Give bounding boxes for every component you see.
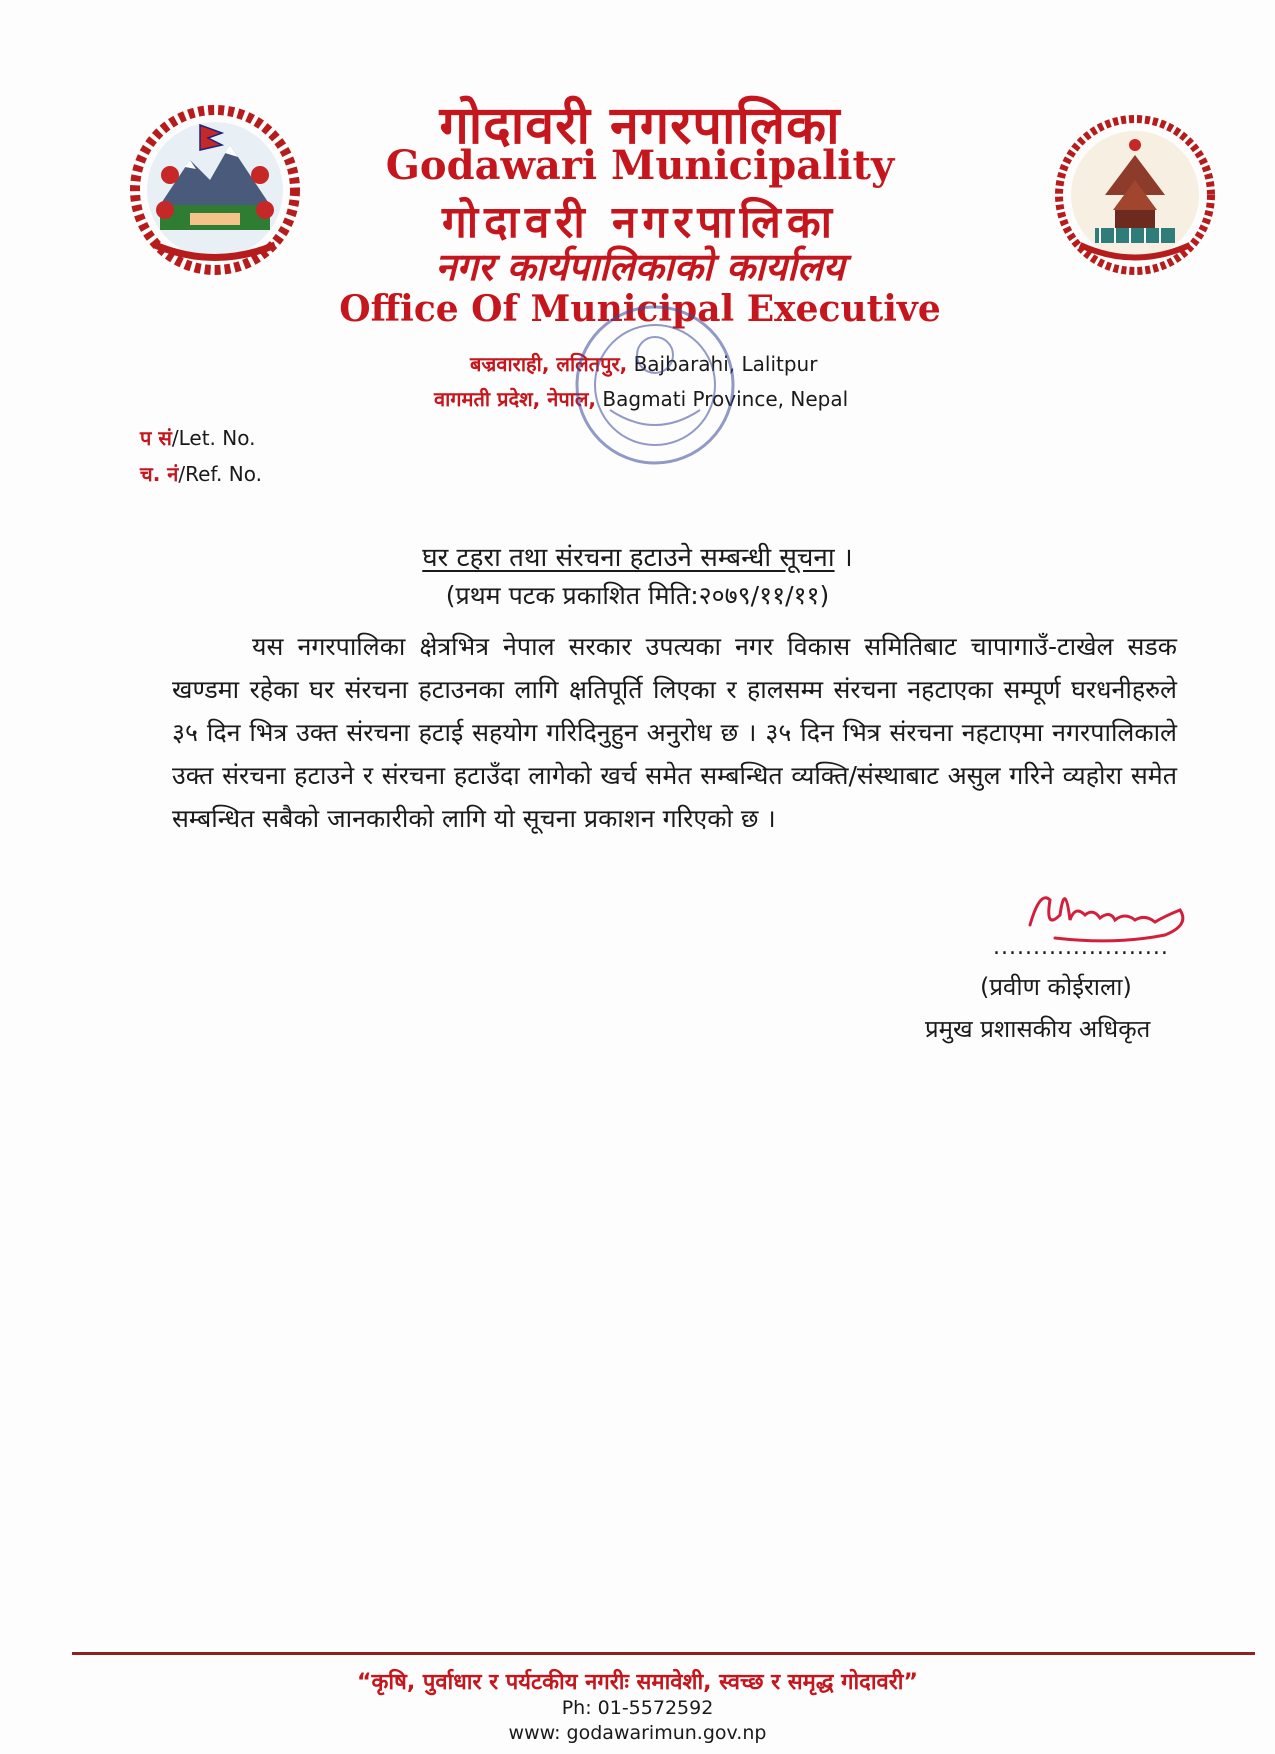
office-stamp-icon xyxy=(570,300,740,470)
address-line-2-english: Bagmati Province, Nepal xyxy=(602,387,849,411)
notice-title-text: घर टहरा तथा संरचना हटाउने सम्बन्धी सूचना xyxy=(422,543,835,573)
signatory-designation: प्रमुख प्रशासकीय अधिकृत xyxy=(925,1015,1151,1043)
address-line-1-nepali: बज्रवाराही, ललितपुर, xyxy=(470,352,628,376)
reference-number-label-english: Ref. No. xyxy=(185,462,262,486)
letter-number-label-nepali: प सं xyxy=(140,426,172,450)
footer-website: www: godawarimun.gov.np xyxy=(508,1722,767,1744)
godawari-logo-icon xyxy=(1055,115,1215,275)
notice-body: यस नगरपालिका क्षेत्रभित्र नेपाल सरकार उपत्यका नगर विकास समितिबाट चापागाउँ-टाखेल सडक खण्डमा रहेका घर संरचना हटाउनका लागि क्षतिपूर्ति लिएका र हालसम्म संरचना नहटाएका सम्पूर्ण घरधनीहरुले ३५ दिन भित्र उक्त संरचना हटाई सहयोग गरिदिनुहुन अनुरोध छ । ३५ दिन भित्र संरचना नहटाएमा नगरपालिकाले उक्त संरचना हटाउने र संरचना हटाउँदा लागेको खर्च समेत सम्बन्धित व्यक्ति/संस्थाबाट असुल गरिने व्यहोरा समेत सम्बन्धित सबैको जानकारीको लागि यो सूचना प्रकाशन गरिएको छ । xyxy=(172,632,1177,833)
footer-divider xyxy=(72,1652,1255,1655)
notice-title-end: । xyxy=(834,543,853,573)
reference-number-label: च. नं/Ref. No. xyxy=(140,462,262,486)
footer-phone: Ph: 01-5572592 xyxy=(561,1697,714,1719)
signature-line: ...................... xyxy=(993,935,1169,960)
address-line-1-english: Bajbarahi, Lalitpur xyxy=(633,352,818,376)
municipality-name-nepali: गोदावरी नगरपालिका xyxy=(439,96,841,156)
municipality-name-newari: गोदावरी नगरपालिका xyxy=(441,197,839,248)
signatory-name: (प्रवीण कोईराला) xyxy=(980,973,1132,1001)
office-name-english: Office Of Municipal Executive xyxy=(339,288,941,330)
notice-publish-date: (प्रथम पटक प्रकाशित मिति:२०७९/११/११) xyxy=(445,581,830,610)
municipality-name-english: Godawari Municipality xyxy=(385,142,895,189)
address-line-2-nepali: वागमती प्रदेश, नेपाल, xyxy=(434,387,597,411)
footer-slogan: “कृषि, पुर्वाधार र पर्यटकीय नगरीः समावेशी, स्वच्छ र समृद्ध गोदावरी” xyxy=(357,1670,918,1695)
letter-number-label: प सं/Let. No. xyxy=(140,426,256,450)
office-name-nepali: नगर कार्यपालिकाको कार्यालय xyxy=(435,245,845,289)
notice-title xyxy=(0,538,1275,574)
letter-number-label-english: Let. No. xyxy=(178,426,256,450)
reference-number-label-nepali: च. नं xyxy=(140,462,179,486)
nepal-emblem-icon xyxy=(130,105,300,275)
